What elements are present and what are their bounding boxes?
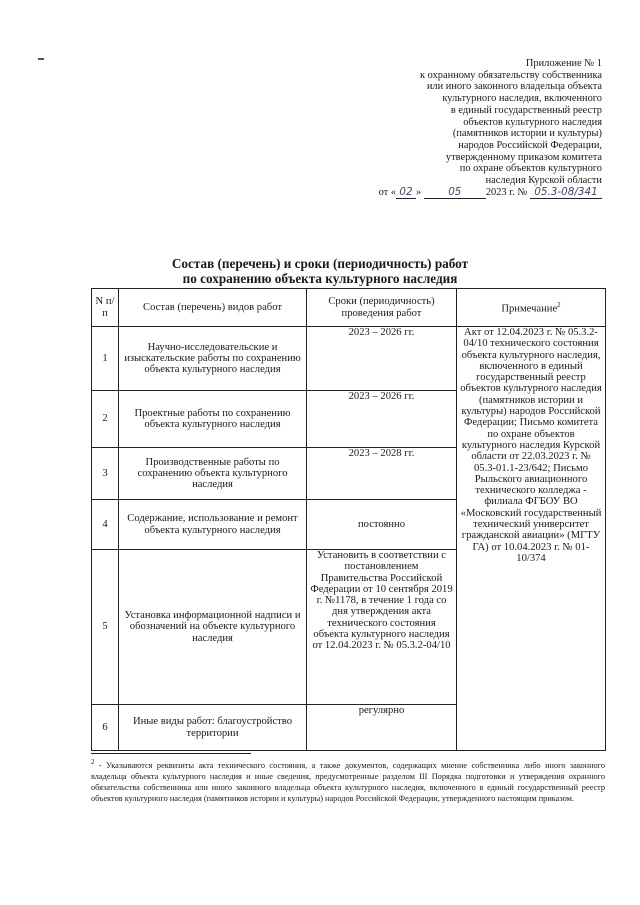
row-term: 2023 – 2028 гг. [307, 448, 457, 500]
row-num: 4 [92, 500, 119, 550]
footnote-text: - Указываются реквизиты акта технического состояния, а также документов, содержащих мнение собственника либо иного законного владельца объекта культурного наследия и иные сведения, предусмотренные разделом III Порядка подготовки и утверждения охранного обязательства собственника или иного законного владельца объекта культурного наследия, включенного в единый государственный реестр объектов культурного наследия (памятников истории и культуры) народов Российской Федерации, утвержденного настоящим приказом. [91, 760, 605, 804]
header-note [457, 289, 606, 327]
appendix-line: или иного законного владельца объекта [426, 81, 602, 93]
row-work-type: Научно-исследовательские и изыскательские работы по сохранению объекта культурного наследия [119, 327, 307, 391]
row-work-type: Содержание, использование и ремонт объекта культурного наследия [119, 500, 307, 550]
title-line-2: по сохранению объекта культурного наследия [182, 271, 458, 286]
appendix-line: Приложение № 1 [525, 58, 602, 69]
appendix-line: наследия Курской области [485, 175, 602, 187]
date-day-handwritten: 02 [396, 187, 416, 200]
date-prefix: от « [378, 186, 396, 198]
header-term: Сроки (периодичность) проведения работ [307, 289, 457, 327]
page-marker [38, 58, 44, 60]
appendix-line: культурного наследия, включенного [442, 93, 602, 105]
document-title [0, 256, 640, 286]
appendix-date-line [332, 187, 602, 200]
date-year: 2023 г. № [485, 186, 528, 198]
appendix-header [332, 58, 602, 199]
row-num: 2 [92, 391, 119, 448]
appendix-line: в единый государственный реестр [450, 104, 602, 116]
title-line-1: Состав (перечень) и сроки (периодичность) работ [171, 256, 469, 271]
appendix-line: объектов культурного наследия [463, 116, 602, 128]
row-term: Установить в соответствии с постановлением Правительства Российской Федерации от 10 сентября 2019 г. №1178, в течение 1 года со дня утверждения акта технического состояния объекта культурного наследия от 12.04.2023 г. № 05.3.2-04/10 [307, 550, 457, 705]
header-note-label: Примечание [501, 303, 558, 315]
row-work-type: Производственные работы по сохранению объекта культурного наследия [119, 448, 307, 500]
appendix-line: по охране объектов культурного [459, 163, 602, 175]
date-month-handwritten: 05 [424, 187, 486, 200]
appendix-line: народов Российской Федерации, [458, 139, 602, 151]
header-note-footnote-ref: 2 [557, 301, 561, 310]
table-header-row [92, 289, 606, 327]
row-note: Акт от 12.04.2023 г. № 05.3.2-04/10 технического состояния объекта культурного наследия, включенного в единый государственный реестр объектов культурного наследия (памятников истории и культуры) народов Российской Федерации; Письмо комитета по охране объектов культурного наследия Курской области от 22.03.2023 г. № 05.3-01.1-23/642; Письмо Рыльского авиационного технического колледжа - филиала ФГБОУ ВО «Московский государственный технический университет гражданской авиации» (МГТУ ГА) от 10.04.2023 г. № 01-10/374 [457, 327, 606, 751]
row-work-type: Проектные работы по сохранению объекта культурного наследия [119, 391, 307, 448]
footnote-marker: 2 [91, 758, 95, 766]
row-num: 1 [92, 327, 119, 391]
works-table [91, 288, 606, 751]
appendix-line: утвержденному приказом комитета [445, 151, 602, 163]
row-num: 5 [92, 550, 119, 705]
row-term: 2023 – 2026 гг. [307, 391, 457, 448]
header-work-type: Состав (перечень) видов работ [119, 289, 307, 327]
row-work-type: Установка информационной надписи и обозначений на объекте культурного наследия [119, 550, 307, 705]
date-separator: » [416, 186, 422, 198]
footnote-divider [91, 753, 251, 754]
appendix-line: (памятников истории и культуры) [452, 128, 602, 140]
table-row [92, 327, 606, 391]
row-num: 3 [92, 448, 119, 500]
row-term: постоянно [307, 500, 457, 550]
row-num: 6 [92, 705, 119, 751]
header-num: N п/п [92, 289, 119, 327]
order-number-handwritten: 05.3-08/341 [530, 187, 602, 200]
appendix-line: к охранному обязательству собственника [420, 69, 602, 81]
footnote [91, 757, 605, 805]
row-work-type: Иные виды работ: благоустройство территории [119, 705, 307, 751]
row-term: регулярно [307, 705, 457, 751]
row-term: 2023 – 2026 гг. [307, 327, 457, 391]
